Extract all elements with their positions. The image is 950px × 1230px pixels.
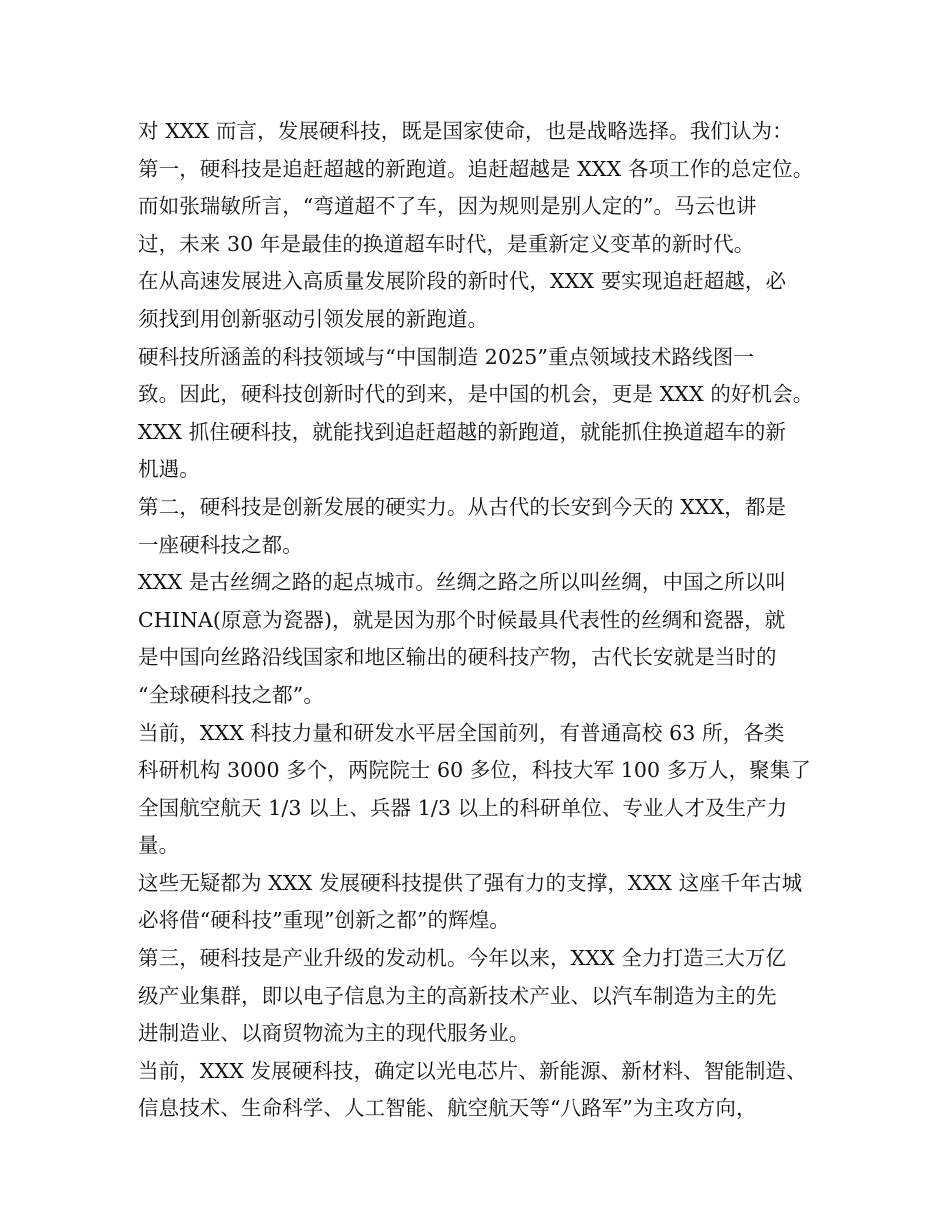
text-line: 对 XXX 而言，发展硬科技，既是国家使命，也是战略选择。我们认为： [138,119,793,143]
text-line: 在从高速发展进入高质量发展阶段的新时代，XXX 要实现追赶超越，必 [138,269,787,294]
text-line: 一座硬科技之都。 [138,532,303,557]
text-line: XXX 抓住硬科技，就能找到追赶超越的新跑道，就能抓住换道超车的新 [138,419,787,444]
text-line: 是中国向丝路沿线国家和地区输出的硬科技产物，古代长安就是当时的 [138,645,777,670]
text-line: “全球硬科技之都”。 [138,682,324,707]
text-line: 量。 [138,833,180,858]
text-line: 级产业集群，即以电子信息为主的高新技术产业、以汽车制造为主的先 [138,983,777,1008]
text-line: 致。因此，硬科技创新时代的到来，是中国的机会，更是 XXX 的好机会。 [138,382,814,407]
text-line: 这些无疑都为 XXX 发展硬科技提供了强有力的支撑，XXX 这座千年古城 [138,870,803,895]
text-line: 第一，硬科技是追赶超越的新跑道。追赶超越是 XXX 各项工作的总定位。 [138,156,814,181]
text-line: 第三，硬科技是产业升级的发动机。今年以来，XXX 全力打造三大万亿 [138,946,787,971]
text-line: 当前，XXX 科技力量和研发水平居全国前列，有普通高校 63 所，各类 [138,720,785,745]
text-line: 全国航空航天 1/3 以上、兵器 1/3 以上的科研单位、专业人才及生产力 [138,795,788,820]
text-line: XXX 是古丝绸之路的起点城市。丝绸之路之所以叫丝绸，中国之所以叫 [138,570,787,595]
text-line: 机遇。 [138,457,200,482]
text-line: 而如张瑞敏所言，“弯道超不了车，因为规则是别人定的”。马云也讲 [138,194,757,219]
text-line: CHINA(原意为瓷器)，就是因为那个时候最具代表性的丝绸和瓷器，就 [138,607,786,632]
text-line: 过，未来 30 年是最佳的换道超车时代，是重新定义变革的新时代。 [138,231,755,256]
document-body [138,113,818,1128]
text-line: 科研机构 3000 多个，两院院士 60 多位，科技大军 100 多万人，聚集了 [138,758,811,783]
text-line: 信息技术、生命科学、人工智能、航空航天等“八路军”为主攻方向， [138,1096,757,1121]
text-line: 硬科技所涵盖的科技领域与“中国制造 2025”重点领域技术路线图一 [138,344,754,369]
text-line: 须找到用创新驱动引领发展的新跑道。 [138,306,489,331]
text-line: 进制造业、以商贸物流为主的现代服务业。 [138,1021,530,1046]
text-line: 第二，硬科技是创新发展的硬实力。从古代的长安到今天的 XXX，都是 [138,494,787,519]
text-line: 必将借“硬科技”重现”创新之都”的辉煌。 [138,908,510,933]
text-line: 当前，XXX 发展硬科技，确定以光电芯片、新能源、新材料、智能制造、 [138,1058,807,1083]
